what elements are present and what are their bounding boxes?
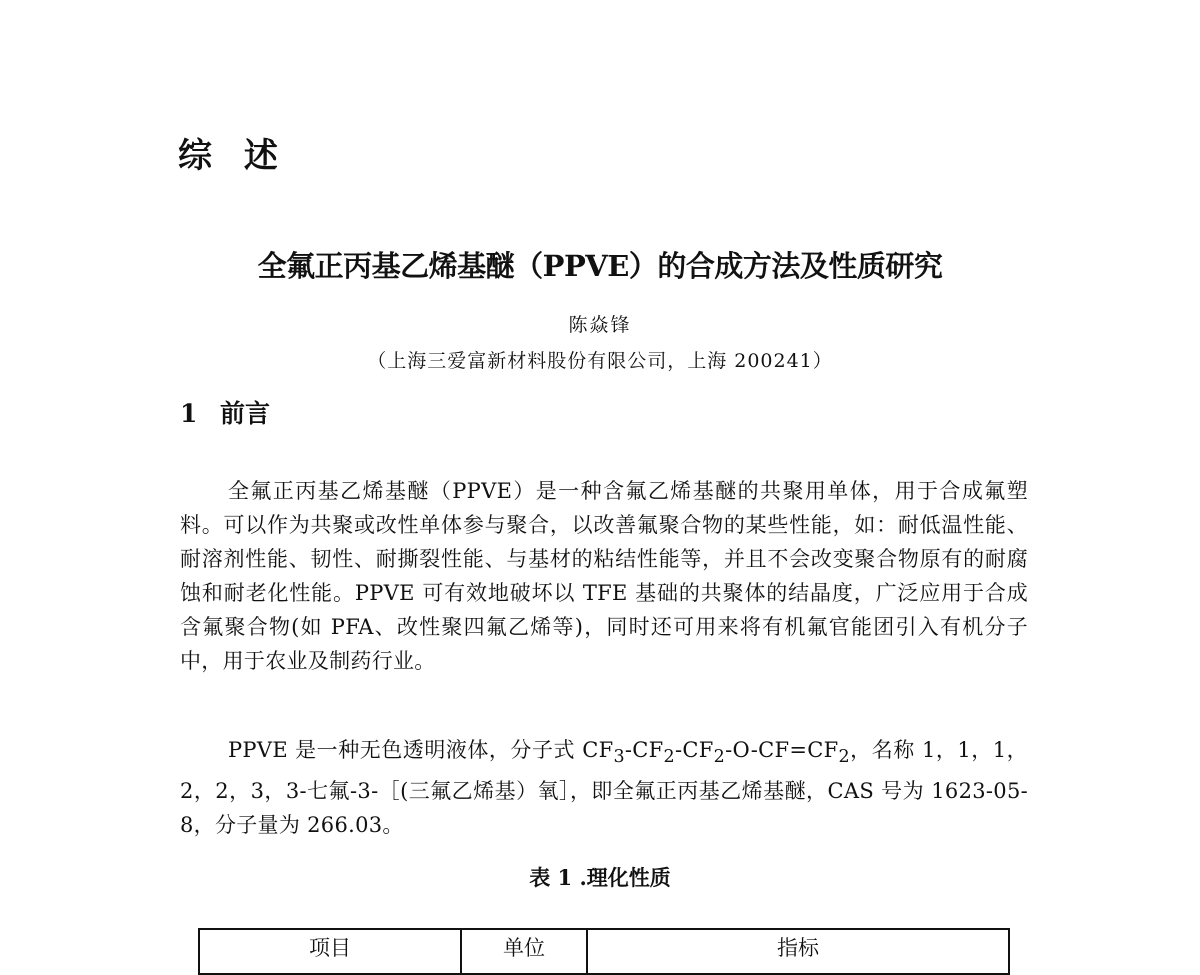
author-name: 陈焱锋 [568,314,632,336]
molecular-formula: $CF_3-CF_2-CF_2-O-CF=CF_2$ [582,738,850,768]
table-caption: 表 1 .理化性质 [529,865,671,890]
article-title: 全氟正丙基乙烯基醚（PPVE）的合成方法及性质研究 [257,249,943,283]
table-header-unit: 单位 [461,929,587,974]
paragraph-properties-tail: ，名称 1，1，1，2，2，3，3-七氟-3-［(三氟乙烯基）氧］，即全氟正丙基乙烯基醚，CAS 号为 1623-05-8，分子量为 266.03。 [180,738,1028,838]
paragraph-properties [180,733,1028,842]
table-header-spec: 指标 [587,929,1009,974]
section-label: 综 述 [178,136,288,176]
author-affiliation: （上海三爱富新材料股份有限公司，上海 200241） [367,350,833,372]
table-header-item: 项目 [199,929,461,974]
section-heading-text: 前言 [220,399,271,428]
paragraph-properties-lead: PPVE 是一种无色透明液体，分子式 [228,738,583,762]
section-heading-1 [180,394,270,430]
section-number: 1 [180,399,198,428]
paragraph-intro: 全氟正丙基乙烯基醚（PPVE）是一种含氟乙烯基醚的共聚用单体，用于合成氟塑料。可以作为共聚或改性单体参与聚合，以改善氟聚合物的某些性能，如：耐低温性能、耐溶剂性能、韧性、耐撕裂性能、与基材的粘结性能等，并且不会改变聚合物原有的耐腐蚀和耐老化性能。PPVE 可有效地破坏以 TFE 基础的共聚体的结晶度，广泛应用于合成含氟聚合物(如 PFA、改性聚四氟乙烯等)，同时还可用来将有机氟官能团引入有机分子中，用于农业及制药行业。 [180,479,1028,673]
